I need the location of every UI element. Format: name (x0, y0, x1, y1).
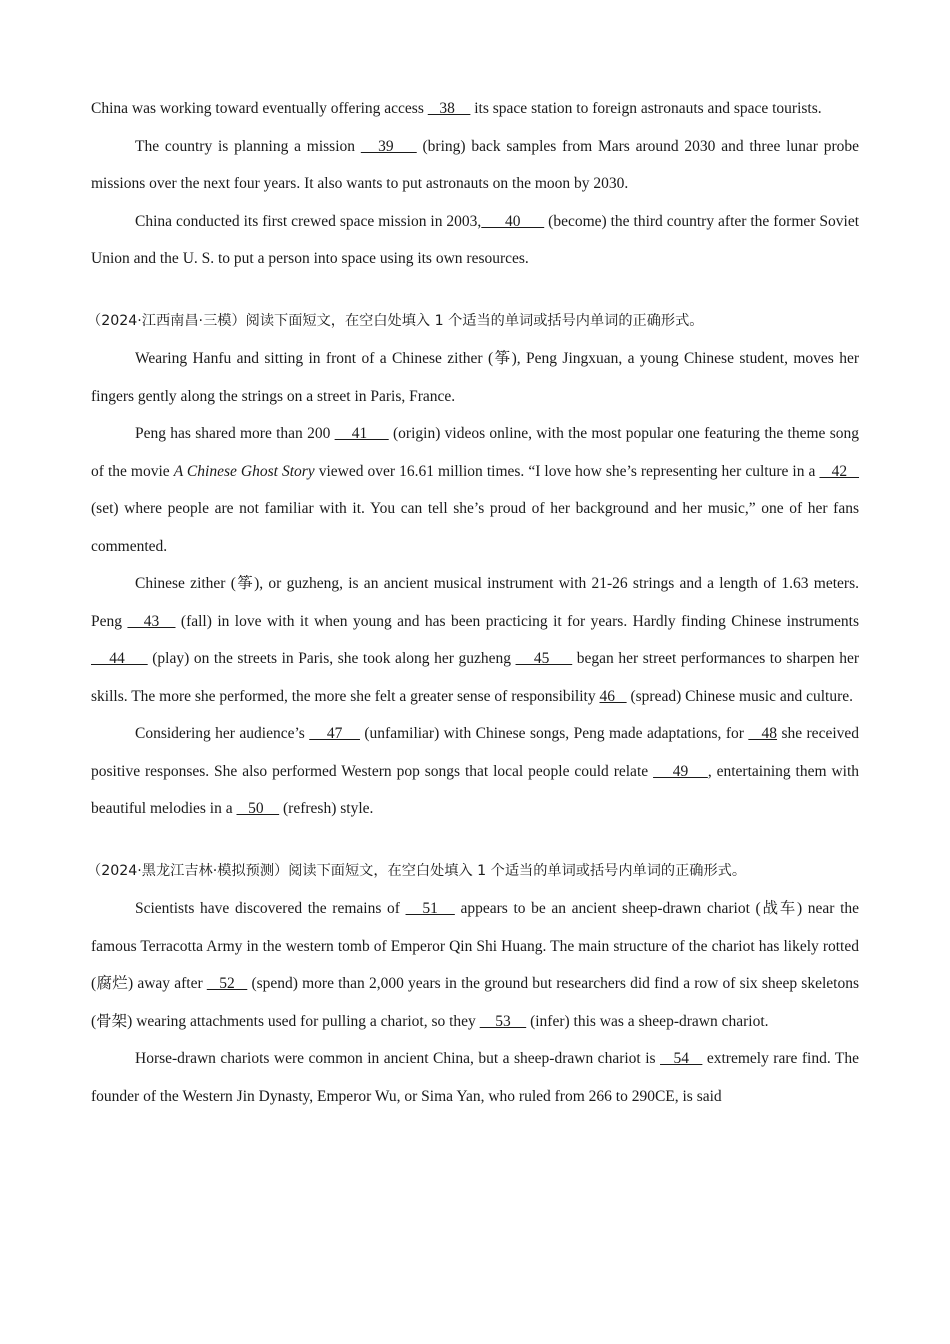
answer-blank[interactable]: 49 (653, 762, 708, 780)
text-run: (spread) Chinese music and culture. (626, 687, 854, 705)
movie-title: A Chinese Ghost Story (173, 462, 315, 480)
text-run: (become) the third country after the former Soviet Union and the U. S. to put a person into space using its own resources. (91, 212, 860, 267)
text-run: appears to be an ancient sheep-drawn chariot (战车) near the famous Terracotta Army in the western tomb of Emperor Qin Shi Huang. The main structure of the chariot has likely rotted (腐烂) away after (91, 900, 860, 992)
answer-blank[interactable]: 53 (479, 1012, 527, 1030)
text-run: viewed over 16.61 million times. “I love how she’s representing her culture in a (314, 462, 820, 480)
passage-body (91, 90, 859, 278)
section-gap (91, 278, 859, 303)
answer-blank[interactable]: 51 (405, 900, 455, 917)
text-run: Horse-drawn chariots were common in ancient China, but a sheep-drawn chariot is (135, 1050, 661, 1067)
text-run: China conducted its first crewed space mission in 2003, (135, 212, 482, 230)
passage-body (91, 340, 859, 828)
passage-instruction-heading: （2024·黑龙江吉林·模拟预测）阅读下面短文，在空白处填入 1 个适当的单词或括号内单词的正确形式。 (87, 862, 747, 879)
section-gap (91, 828, 859, 853)
text-run: The country is planning a mission (135, 137, 361, 155)
paragraph (91, 203, 859, 278)
passage-instruction-heading: （2024·江西南昌·三模）阅读下面短文，在空白处填入 1 个适当的单词或括号内单词的正确形式。 (87, 312, 704, 329)
answer-blank[interactable]: 40 (481, 212, 545, 230)
text-run: Wearing Hanfu and sitting in front of a Chinese zither (筝), Peng Jingxuan, a young Chinese student, moves her fingers gently along the strings on a street in Paris, France. (91, 350, 859, 405)
text-run: (refresh) style. (279, 800, 374, 817)
text-run: (unfamiliar) with Chinese songs, Peng made adaptations, for (359, 725, 749, 742)
text-run: , entertaining them with beautiful melodies in a (91, 762, 860, 817)
text-run: its space station to foreign astronauts and space tourists. (470, 100, 822, 117)
paragraph (91, 128, 859, 203)
text-run: Considering her audience’s (135, 725, 310, 742)
text-run: (fall) in love with it when young and has been practicing it for years. Hardly finding Chinese instruments (175, 612, 860, 630)
paragraph (91, 1040, 859, 1115)
text-run: Peng has shared more than 200 (135, 425, 335, 442)
passage-body (91, 890, 859, 1115)
paragraph (91, 340, 859, 415)
answer-blank[interactable]: 41 (334, 425, 389, 442)
answer-blank[interactable]: 48 (748, 725, 778, 742)
text-run: she received positive responses. She also performed Western pop songs that local people could relate (91, 725, 860, 780)
text-run: began her street performances to sharpen her skills. The more she performed, the more she felt a greater sense of responsibility (91, 650, 860, 705)
answer-blank[interactable]: 46 (599, 687, 627, 705)
passage-peng-jingxuan (87, 303, 860, 828)
answer-blank[interactable]: 38 (427, 100, 471, 117)
paragraph (91, 90, 859, 128)
paragraph (91, 715, 859, 828)
paragraph (91, 415, 859, 565)
text-run: China was working toward eventually offering access (91, 100, 428, 117)
text-run: (set) where people are not familiar with it. You can tell she’s proud of her background and her music,” one of her fans commented. (91, 500, 859, 555)
text-run: (play) on the streets in Paris, she took along her guzheng (147, 650, 516, 667)
paragraph (91, 565, 859, 715)
answer-blank[interactable]: 45 (515, 650, 573, 667)
answer-blank[interactable]: 54 (660, 1050, 703, 1067)
text-run: extremely rare find. The founder of the Western Jin Dynasty, Emperor Wu, or Sima Yan, who ruled from 266 to 290CE, is said (91, 1050, 859, 1105)
text-run: (origin) videos online, with the most popular one featuring the theme song of the movie (91, 425, 859, 480)
passage-sheep-chariot (87, 853, 860, 1116)
text-run: (spend) more than 2,000 years in the ground but researchers did find a row of six sheep skeletons (骨架) wearing attachments used for pulling a chariot, so they (91, 975, 859, 1030)
text-run: (infer) this was a sheep-drawn chariot. (526, 1012, 769, 1030)
answer-blank[interactable]: 47 (309, 725, 360, 742)
text-run: Scientists have discovered the remains of (135, 900, 406, 917)
answer-blank[interactable]: 43 (127, 612, 176, 630)
passage-space-station (91, 90, 859, 278)
text-run: (bring) back samples from Mars around 2030 and three lunar probe missions over the next four years. It also wants to put astronauts on the moon by 2030. (91, 137, 860, 192)
text-run: Chinese zither (筝), or guzheng, is an ancient musical instrument with 21-26 strings and a length of 1.63 meters. Peng (91, 575, 859, 630)
answer-blank[interactable]: 39 (360, 137, 417, 155)
answer-blank[interactable]: 42 (819, 462, 860, 480)
paragraph (91, 890, 859, 1040)
answer-blank[interactable]: 52 (206, 975, 248, 992)
answer-blank[interactable]: 50 (236, 800, 280, 817)
answer-blank[interactable]: 44 (91, 650, 148, 667)
